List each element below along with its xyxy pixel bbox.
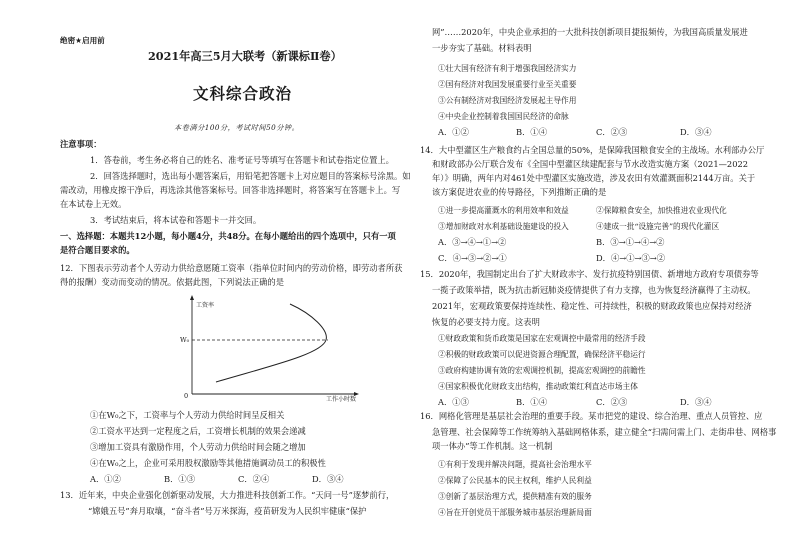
question-15-stem: 一揽子政策举措，既为抗击新冠肺炎疫情提供了有力支撑，也为恢复经济赢得了主动权。 <box>432 285 756 295</box>
q14-option: ①进一步提高灌溉水的利用效率和效益 <box>438 206 569 215</box>
q14-option: ②保障粮食安全，加快推进农业现代化 <box>596 206 727 215</box>
q15-option: ③政府构建协调有效的宏观调控机制，提高宏观调控的前瞻性 <box>438 366 646 375</box>
labor-supply-curve-svg <box>180 294 365 402</box>
q13-choice-a: A．①② <box>438 127 469 137</box>
q13-option: ①壮大国有经济有利于增强我国经济实力 <box>438 64 577 73</box>
question-16-stem: 项一体办”等工作机制。这一机制 <box>432 441 553 451</box>
question-13-stem: 一步夯实了基础。材料表明 <box>432 43 532 53</box>
question-15-stem: 15．2020年，我国制定出台了扩大财政赤字、发行抗疫特别国债、新增地方政府专项债券等 <box>420 269 759 279</box>
q15-choice-d: D．③④ <box>680 397 712 407</box>
subject-title: 文科综合政治 <box>193 84 293 103</box>
q14-choice-a: A．③→④→①→② <box>438 237 507 247</box>
q16-option: ②保障了公民基本的民主权利，维护人民利益 <box>438 476 592 485</box>
q13-option: ③公有制经济对我国经济发展起主导作用 <box>438 96 577 105</box>
q12-choice-a: A．①② <box>90 474 121 484</box>
note-line: 需改动，用橡皮擦干净后，再选涂其他答案标号。回答非选择题时，将答案写在答题卡上。写 <box>60 185 401 195</box>
q13-choice-c: C．②③ <box>596 127 628 137</box>
question-12-stem: 12．下图表示劳动者个人劳动力供给意愿随工资率（指单位时间内的劳动价格，即劳动者所获 <box>60 263 403 273</box>
x-axis-label: 工作小时数 <box>326 396 357 402</box>
w0-label: W₀ <box>180 336 190 344</box>
q16-option: ③创新了基层治理方式，提供精准有效的服务 <box>438 492 592 501</box>
backward-bending-supply-curve <box>216 304 326 382</box>
q13-option: ④中央企业控制着我国国民经济的命脉 <box>438 112 569 121</box>
y-axis-arrow <box>190 295 194 300</box>
section-heading: 是符合题目要求的。 <box>60 245 135 255</box>
note-line: 1．答卷前，考生务必将自己的姓名、准考证号等填写在答题卡和试卷指定位置上。 <box>90 155 394 165</box>
q12-choice-d: D．③④ <box>312 474 344 484</box>
origin-label: 0 <box>184 392 189 400</box>
q14-choice-c: C．④→③→②→① <box>438 253 507 263</box>
q15-option: ②积极的财政政策可以促进资源合理配置，确保经济平稳运行 <box>438 350 646 359</box>
q12-option: ①在W₀之下，工资率与个人劳动力供给时间呈反相关 <box>90 410 285 420</box>
q12-option: ④在W₀之上，企业可采用股权激励等其他措施调动员工的积极性 <box>90 458 326 468</box>
q14-option: ④建成一批“设施完善”的现代化灌区 <box>596 222 720 231</box>
confidential-mark: 绝密★启用前 <box>60 36 105 45</box>
q15-choice-b: B．①④ <box>516 397 547 407</box>
note-line: 在本试卷上无效。 <box>60 199 127 209</box>
q12-choice-c: C．②④ <box>238 474 270 484</box>
q15-choice-a: A．①③ <box>438 397 469 407</box>
note-line: 3．考试结束后，将本试卷和答题卡一并交回。 <box>90 215 262 225</box>
q13-choice-d: D．③④ <box>680 127 712 137</box>
question-14-stem: 14．大中型灌区生产粮食约占全国总量的50%，是保障我国粮食安全的主战场。水利部办公厅 <box>420 145 765 155</box>
q12-option: ②工资水平达到一定程度之后，工资增长机制的效果会递减 <box>90 426 306 436</box>
question-12-stem: 得的报酬）变动而变动的情况。依据此图，下列说法正确的是 <box>60 277 285 287</box>
q14-choice-b: B．③→①→④→② <box>596 237 665 247</box>
q16-option: ①有利于发现并解决问题，提高社会治理水平 <box>438 460 592 469</box>
question-16-stem: 16．网格化管理是基层社会治理的重要手段。某市把党的建设、综合治理、重点人员管控、应 <box>420 411 763 421</box>
question-14-stem: 和财政部办公厅联合发布《全国中型灌区续建配套与节水改造实施方案（2021—2022 <box>432 159 749 169</box>
q16-option: ④旨在开创党员干部服务城市基层治理新局面 <box>438 508 592 517</box>
q15-choice-c: C．②③ <box>596 397 628 407</box>
note-line: 2．回答选择题时，选出每小题答案后，用铅笔把答题卡上对应题目的答案标号涂黑。如 <box>90 171 411 181</box>
labor-supply-chart <box>180 294 365 402</box>
question-13-stem: 13．近年来，中央企业强化创新驱动发展，大力推进科技创新工作。“天问一号”逐梦前行， <box>60 490 395 500</box>
question-14-stem: 该方案促进农业的传导路径，下列推断正确的是 <box>432 187 607 197</box>
q15-option: ④国家积极优化财政支出结构，推动政策红利直达市场主体 <box>438 382 638 391</box>
question-13-stem: 网”……2020年，中央企业承担的一大批科技创新项目捷报频传，为我国高质量发展进 <box>432 27 748 37</box>
q14-choice-d: D．④→①→③→② <box>596 253 665 263</box>
q13-option: ②国有经济对我国发展重要行业至关重要 <box>438 80 577 89</box>
exam-title: 2021年高三5月大联考（新课标Ⅱ卷） <box>148 49 342 63</box>
q13-choice-b: B．①④ <box>516 127 547 137</box>
question-13-stem: “嫦娥五号”奔月取壤，“奋斗者”号万米探海，疫苗研发为人民织牢健康“保护 <box>88 506 367 516</box>
y-axis-label: 工资率 <box>196 302 215 309</box>
score-note: 本卷满分100分，考试时间50分钟。 <box>174 123 300 132</box>
q12-option: ③增加工资具有激励作用，个人劳动力供给时间会随之增加 <box>90 442 306 452</box>
question-15-stem: 2021年，宏观政策要保持连续性、稳定性、可持续性，积极的财政政策也应保持对经济 <box>432 301 752 311</box>
question-16-stem: 急管理、社会保障等工作统筹纳入基础网格体系，建立健全“扫需问需上门、走街串巷、网格事 <box>432 427 777 437</box>
q14-option: ③增加财政对水利基础设施建设的投入 <box>438 222 569 231</box>
q12-choice-b: B．①③ <box>164 474 195 484</box>
question-15-stem: 恢复的必要支持力度。这表明 <box>432 317 540 327</box>
notes-heading: 注意事项： <box>60 139 102 149</box>
q15-option: ①财政政策和货币政策是国家在宏观调控中最常用的经济手段 <box>438 334 646 343</box>
section-heading: 一、选择题：本题共12小题，每小题4分，共48分。在每小题给出的四个选项中，只有一项 <box>60 231 396 241</box>
question-14-stem: 年）》明确，两年内对461处中型灌区实施改造，涉及农田有效灌溉面积2144万亩。关于 <box>432 173 756 183</box>
